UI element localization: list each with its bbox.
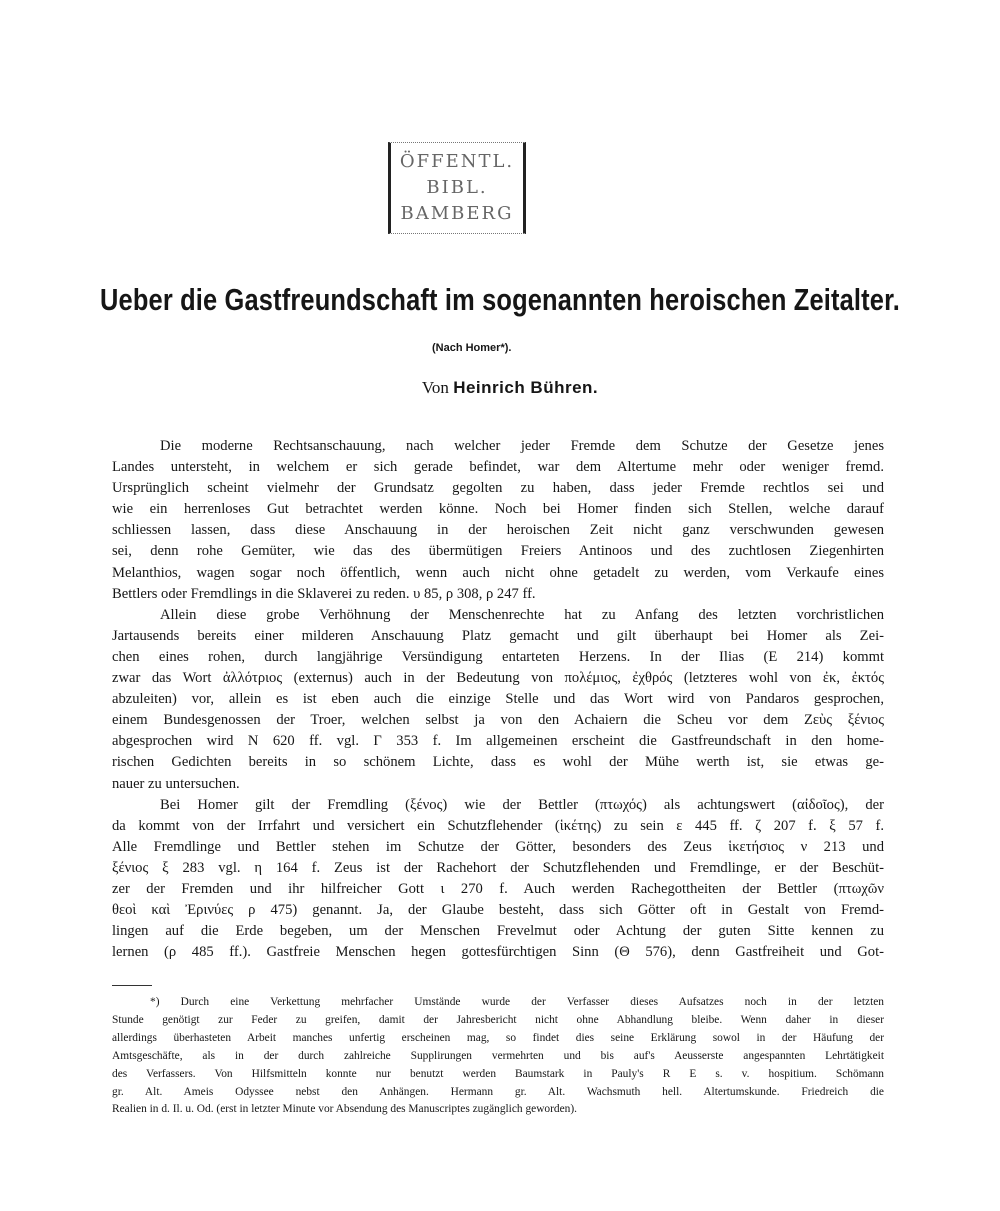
text-line: ξένιος ξ 283 vgl. η 164 f. Zeus ist der Rachehort der Schutzflehenden und Fremdlinge, er der Beschüt- [112, 859, 884, 876]
text-line: Allein diese grobe Verhöhnung der Menschenrechte hat zu Anfang des letzten vorchristlichen [160, 606, 884, 623]
text-line: Bei Homer gilt der Fremdling (ξένος) wie der Bettler (πτωχός) als achtungswert (αἰδοῖος), der [160, 796, 884, 813]
footnote-line: Stunde genötigt zur Feder zu greifen, damit der Jahresbericht nicht ohne Abhandlung bleibe. Wenn daher in dieser [112, 1013, 884, 1026]
footnote-line: *) Durch eine Verkettung mehrfacher Umstände wurde der Verfasser dieses Aufsatzes noch in der letzten [150, 996, 884, 1008]
author-name: Heinrich Bühren. [453, 378, 599, 397]
text-line: Die moderne Rechtsanschauung, nach welcher jeder Fremde dem Schutze der Gesetze jenes [160, 438, 884, 454]
footnote-line: des Verfassers. Von Hilfsmitteln konnte nur benutzt werden Baumstark in Pauly's R E s. v. hospitium. Schömann [112, 1067, 884, 1080]
author-prefix: Von [421, 378, 449, 397]
text-line: θεοὶ καὶ Ἐρινύες ρ 475) genannt. Ja, der Glaube besteht, dass sich Götter oft in Gestalt von Fremd- [112, 902, 884, 919]
subtitle: (Nach Homer*). [432, 342, 512, 354]
stamp-line: BAMBERG [400, 203, 514, 224]
footnote-line: gr. Alt. Ameis Odyssee nebst den Anhängen. Hermann gr. Alt. Wachsmuth hell. Altertumskunde. Friedreich die [112, 1085, 884, 1098]
library-stamp [388, 142, 526, 234]
text-line: lernen (ρ 485 ff.). Gastfreie Menschen hegen gottesfürchtigen Sinn (Θ 576), denn Gastfreiheit und Got- [112, 944, 884, 961]
text-line: chen eines rohen, durch langjährige Versündigung entarteten Herzens. In der Ilias (E 214) kommt [112, 648, 884, 665]
text-line: Landes untersteht, in welchem er sich gerade befindet, war dem Altertume mehr oder weniger fremd. [112, 459, 884, 476]
text-line: Melanthios, wagen sogar noch öffentlich, wenn auch nicht ohne getadelt zu werden, vom Verkaufe eines [112, 564, 884, 581]
text-line: Jartausends bereits einer milderen Anschauung Platz gemacht und gilt überhaupt bei Homer als Zei- [112, 627, 884, 644]
text-line: abgesprochen wird N 620 ff. vgl. Γ 353 f. Im allgemeinen erscheint die Gastfreundschaft in den home- [112, 733, 884, 750]
stamp-line: ÖFFENTL. [399, 151, 515, 172]
text-line: abzuleiten) vor, allein es ist eben auch die einzige Stelle und das Wort wird von Pandaros gesprochen, [112, 691, 884, 708]
author-line [0, 378, 1000, 398]
text-line: lingen auf die Erde begeben, um der Menschen Frevelmut oder Achtung der guten Sitte kennen zu [112, 923, 884, 940]
page-title: Ueber die Gastfreundschaft im sogenannten heroischen Zeitalter. [100, 282, 900, 317]
text-line: nauer zu untersuchen. [112, 775, 240, 792]
text-line: Alle Fremdlinge und Bettler stehen im Schutze der Götter, besonders des Zeus ἱκετήσιος ν 213 und [112, 838, 884, 855]
text-line: einem Bundesgenossen der Troer, welchen selbst ja von den Achaiern die Scheu vor dem Ζεὺς ξένιος [112, 712, 884, 729]
text-line: Bettlers oder Fremdlings in die Sklaverei zu reden. υ 85, ρ 308, ρ 247 ff. [112, 585, 536, 602]
text-line: Ursprünglich scheint vielmehr der Grundsatz gegolten zu haben, dass jeder Fremde rechtlos sei und [112, 480, 884, 497]
footnote-line: allerdings überhasteten Arbeit manches unfertig erscheinen mag, so findet dies seine Erklärung sowol in der Häufung der [112, 1031, 884, 1044]
text-line: wie ein herrenloses Gut betrachtet werden könne. Noch bei Homer finden sich Stellen, welche darauf [112, 501, 884, 518]
main-text [112, 436, 884, 963]
text-line: schliessen lassen, dass diese Anschauung in der heroischen Zeit nicht ganz verschwunden gewesen [112, 522, 884, 539]
text-line: zwar das Wort ἀλλότριος (externus) auch in der Bedeutung von πολέμιος, ἐχθρός (letzteres wohl von ἐκ, ἐκτός [112, 670, 884, 687]
footnote-divider [112, 985, 152, 986]
text-line: zer der Fremden und ihr hilfreicher Gott ι 270 f. Auch werden Rachegottheiten der Bettler (πτωχῶν [112, 880, 884, 897]
text-line: da kommt von der Irrfahrt und versichert ein Schutzflehender (ἱκέτης) zu sein ε 445 ff. ζ 207 f. ξ 57 f. [112, 817, 884, 834]
text-line: rischen Gedichten bereits in so schönem Lichte, dass es wohl der Mühe werth ist, sie etwas ge- [112, 754, 884, 771]
footnote-line: Amtsgeschäfte, als in der durch zahlreiche Supplirungen vermehrten und bis auf's Aeusserste angespannten Lehrtätigkeit [112, 1049, 884, 1062]
text-line: sei, denn rohe Gemüter, wie das des übermütigen Freiers Antinoos und des zuchtlosen Ziegenhirten [112, 543, 884, 560]
footnote [112, 994, 884, 1119]
stamp-line: BIBL. [426, 177, 488, 198]
footnote-line: Realien in d. Il. u. Od. (erst in letzter Minute vor Absendung des Manuscriptes zugänglich geworden). [112, 1103, 578, 1116]
